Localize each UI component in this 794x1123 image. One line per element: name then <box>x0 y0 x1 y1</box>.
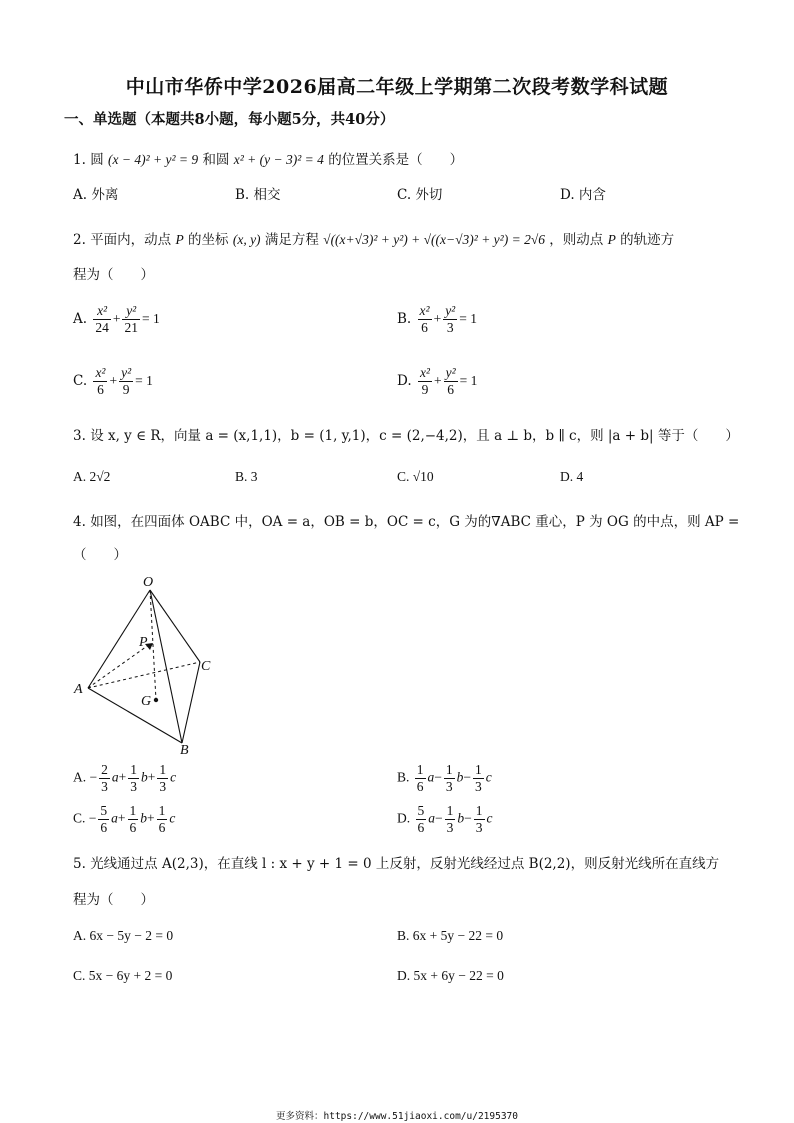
question-3 <box>73 426 739 446</box>
denominator: 3 <box>159 779 167 794</box>
label-p: P <box>139 635 148 650</box>
denominator: 6 <box>129 820 137 835</box>
q3-option-c[interactable]: C. √10 <box>397 469 434 484</box>
q2-point-p: P <box>175 232 184 247</box>
label-g: G <box>141 694 152 709</box>
equals-one: = 1 <box>459 373 478 388</box>
label-c: C <box>201 659 211 674</box>
option-label: D. <box>397 810 411 826</box>
sign: − <box>89 769 98 785</box>
denominator: 3 <box>446 320 454 335</box>
vector-b: b <box>141 769 148 785</box>
q2-option-c[interactable]: C. $\frac{\text{x²}}{6}$ + $\frac{\text{y²}}{9}$ = 1 <box>73 365 153 397</box>
q1-option-b[interactable]: B. 相交 <box>235 187 281 203</box>
label-a: A <box>74 682 83 697</box>
vector-a: a <box>111 769 119 785</box>
q1-option-d[interactable]: D. 内含 <box>560 187 606 203</box>
q4-option-d[interactable] <box>397 803 493 836</box>
vector-a: a <box>427 769 435 785</box>
q5-line-2: 程为（ ） <box>73 892 154 908</box>
numerator: 1 <box>129 803 137 818</box>
q2-text-3: 满足方程 <box>264 232 319 248</box>
option-label: B. <box>397 769 410 785</box>
q1-option-a[interactable]: A. 外离 <box>73 187 119 203</box>
q3-text: 设 x, y ∈ R，向量 a = (x,1,1)，b = (1, y,1)，c = (2,−4,2)，且 a ⊥ b，b ∥ c，则 |a + b| 等于（ ） <box>90 428 739 444</box>
edge-bc <box>182 662 200 743</box>
label-b: B <box>180 743 189 755</box>
numerator: x² <box>93 303 111 320</box>
edge-ab <box>88 688 182 743</box>
numerator: 1 <box>475 803 483 818</box>
vector-c: c <box>170 769 177 785</box>
denominator: 3 <box>445 779 453 794</box>
denominator: 3 <box>446 820 454 835</box>
q2-option-b[interactable]: B. $\frac{\text{x²}}{6}$ + $\frac{\text{y²}}{3}$ = 1 <box>397 303 477 335</box>
q2-equation: √((x+√3)² + y²) + √((x−√3)² + y²) = 2√6 <box>323 232 545 247</box>
equals-one: = 1 <box>135 373 153 388</box>
sign: + <box>147 769 156 785</box>
q5-option-a[interactable]: A. 6x − 5y − 2 = 0 <box>73 928 174 943</box>
denominator: 3 <box>475 820 483 835</box>
vector-c: c <box>486 810 493 826</box>
numerator: y² <box>122 303 140 320</box>
numerator: x² <box>419 303 430 318</box>
q5-option-b[interactable]: B. 6x + 5y − 22 = 0 <box>397 928 504 943</box>
denominator: 6 <box>421 320 428 335</box>
numerator: 1 <box>416 762 424 777</box>
sign: + <box>118 769 127 785</box>
sign: − <box>434 769 442 785</box>
equals-one: = 1 <box>459 311 477 326</box>
sign: − <box>463 769 472 785</box>
sign: − <box>435 810 443 826</box>
denominator: 3 <box>475 779 482 794</box>
vector-b: b <box>456 769 464 785</box>
question-number: 4. <box>73 514 86 530</box>
numerator: 5 <box>100 803 108 818</box>
vector-a: a <box>111 810 118 826</box>
vector-a: a <box>428 810 435 826</box>
q4-line-2: （ ） <box>73 547 127 563</box>
question-number: 1. <box>73 152 86 168</box>
tetrahedron-figure <box>70 570 230 755</box>
vector-b: b <box>140 810 148 826</box>
denominator: 6 <box>100 820 108 835</box>
numerator: 1 <box>159 762 167 777</box>
sign: − <box>464 810 472 826</box>
numerator: y² <box>121 365 132 380</box>
vector-c: c <box>485 769 492 785</box>
option-label: C. <box>73 810 86 826</box>
q4-option-b[interactable] <box>397 762 492 795</box>
denominator: 24 <box>95 320 109 335</box>
q2-point-p: P <box>607 232 616 247</box>
q4-text: 如图，在四面体 OABC 中，OA = a，OB = b，OC = c，G 为的∇ABC 重心，P 为 OG 的中点，则 AP = <box>90 514 740 530</box>
question-5 <box>73 854 719 874</box>
denominator: 3 <box>101 779 108 794</box>
numerator: 1 <box>445 762 453 777</box>
q5-option-c[interactable]: C. 5x − 6y + 2 = 0 <box>73 968 173 983</box>
footer-link[interactable]: 更多资料：https://www.51jiaoxi.com/u/2195370 <box>276 1111 518 1122</box>
question-number: 5. <box>73 856 86 872</box>
sign: − <box>88 810 97 826</box>
q1-equation-2: x² + (y − 3)² = 4 <box>233 152 324 167</box>
numerator: x² <box>419 365 430 380</box>
option-label: B. <box>397 311 412 327</box>
sign: + <box>147 810 155 826</box>
denominator: 6 <box>416 779 424 794</box>
q2-text-5: 的轨迹方 <box>620 232 675 248</box>
denominator: 6 <box>158 820 166 835</box>
numerator: 1 <box>475 762 482 777</box>
question-1 <box>73 150 463 170</box>
numerator: 1 <box>130 762 137 777</box>
q3-option-d[interactable]: D. 4 <box>560 469 584 484</box>
numerator: y² <box>445 303 456 318</box>
label-o: O <box>143 575 154 590</box>
equals-one: = 1 <box>141 311 160 326</box>
q1-equation-1: (x − 4)² + y² = 9 <box>107 152 199 167</box>
denominator: 9 <box>421 382 429 397</box>
q2-text-4: ，则动点 <box>549 232 604 248</box>
q4-option-c[interactable] <box>73 803 175 836</box>
q5-text: 光线通过点 A(2,3)，在直线 l : x + y + 1 = 0 上反射，反射光线经过点 B(2,2)，则反射光线所在直线方 <box>90 856 720 872</box>
q2-coord: (x, y) <box>232 232 261 247</box>
question-number: 2. <box>73 232 86 248</box>
q2-line-2: 程为（ ） <box>73 267 154 283</box>
option-label: D. <box>397 373 412 389</box>
option-label: A. <box>73 769 87 785</box>
section-heading: 一、单选题（本题共8小题，每小题5分，共40分） <box>64 111 395 128</box>
question-number: 3. <box>73 428 86 444</box>
denominator: 21 <box>124 320 138 335</box>
q1-suffix: 的位置关系是（ ） <box>328 152 464 168</box>
numerator: x² <box>95 365 106 380</box>
sign: + <box>117 810 126 826</box>
point-g <box>154 698 158 702</box>
q2-option-d[interactable]: D. $\frac{\text{x²}}{9}$ + $\frac{\text{y²}}{6}$ = 1 <box>397 365 478 397</box>
q5-option-d[interactable]: D. 5x + 6y − 22 = 0 <box>397 968 504 983</box>
q1-mid: 和圆 <box>202 152 230 168</box>
denominator: 3 <box>130 779 137 794</box>
vector-c: c <box>169 810 176 826</box>
q4-option-a[interactable] <box>73 762 176 795</box>
q1-prefix: 圆 <box>90 152 104 168</box>
q1-option-c[interactable]: C. 外切 <box>397 187 443 203</box>
denominator: 9 <box>122 382 130 397</box>
vector-b: b <box>457 810 465 826</box>
numerator: 5 <box>417 803 425 818</box>
segment-ap <box>88 644 150 688</box>
question-4 <box>73 512 739 532</box>
question-2 <box>73 230 674 250</box>
q2-text-1: 平面内，动点 <box>90 232 172 248</box>
denominator: 6 <box>447 382 454 397</box>
numerator: 2 <box>101 762 108 777</box>
numerator: 1 <box>158 803 166 818</box>
numerator: y² <box>445 365 456 380</box>
denominator: 6 <box>417 820 425 835</box>
denominator: 6 <box>97 382 104 397</box>
q2-text-2: 的坐标 <box>188 232 229 248</box>
q3-option-a[interactable]: A. 2√2 <box>73 469 111 484</box>
option-label: C. <box>73 373 88 389</box>
q3-option-b[interactable]: B. 3 <box>235 469 258 484</box>
q2-option-a[interactable]: A. $\frac{\text{x²}}{24}$ + $\frac{\text{y²}}{21}$ = 1 <box>73 303 160 335</box>
page-title: 中山市华侨中学2026届高二年级上学期第二次段考数学科试题 <box>125 76 669 98</box>
edge-ac-hidden <box>88 662 200 688</box>
numerator: 1 <box>446 803 454 818</box>
option-label: A. <box>73 311 88 327</box>
